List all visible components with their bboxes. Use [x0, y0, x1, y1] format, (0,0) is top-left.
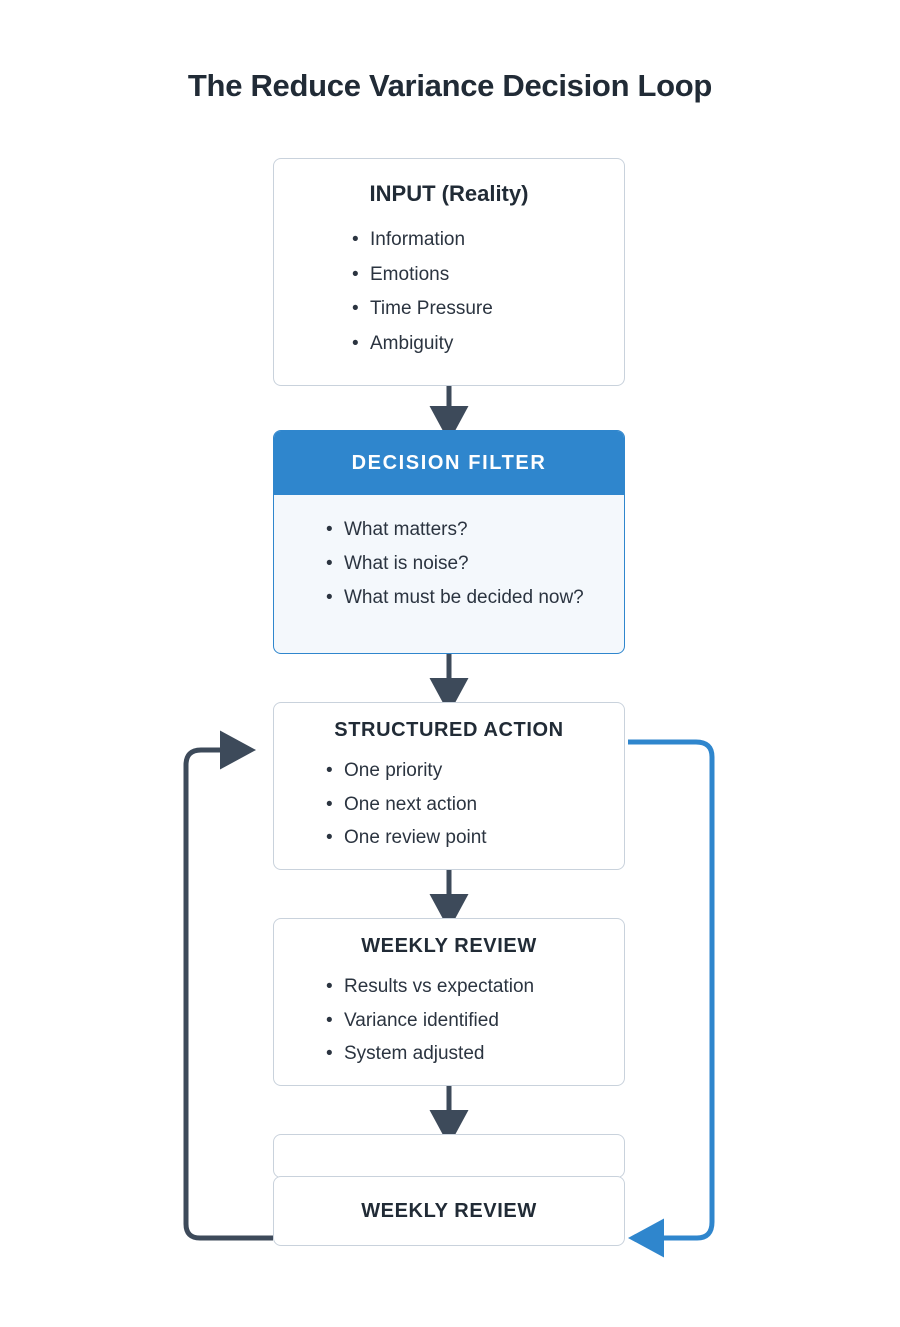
list-item: • Ambiguity: [348, 327, 624, 362]
list-item: • Emotions: [348, 258, 624, 293]
node-input-title: INPUT (Reality): [369, 181, 529, 206]
list-item: • One review point: [322, 821, 624, 855]
connector-action-loop-right: [628, 742, 712, 1238]
list-item: • What must be decided now?: [322, 581, 624, 615]
list-item: • What matters?: [322, 513, 624, 547]
node-bottom-weekly-review-title: WEEKLY REVIEW: [361, 1200, 537, 1222]
page-title: The Reduce Variance Decision Loop: [187, 68, 713, 103]
list-item: • Time Pressure: [348, 292, 624, 327]
connector-bottom-loop-back: [186, 750, 273, 1238]
node-decision-filter-title: DECISION FILTER: [274, 431, 624, 495]
node-structured-action-title: STRUCTURED ACTION: [334, 719, 564, 741]
node-bottom-weekly-review[interactable]: [273, 1176, 625, 1246]
node-decision-filter-list: [322, 513, 624, 615]
node-weekly-review-title: WEEKLY REVIEW: [361, 935, 537, 957]
node-weekly-review[interactable]: [273, 918, 625, 1086]
node-input-list: [348, 223, 624, 361]
list-item: • Variance identified: [322, 1004, 624, 1038]
list-item: • System adjusted: [322, 1037, 624, 1071]
node-structured-action-list: [322, 754, 624, 855]
list-item: • Results vs expectation: [322, 970, 624, 1004]
node-weekly-review-list: [322, 970, 624, 1071]
list-item: • One next action: [322, 788, 624, 822]
node-structured-action[interactable]: [273, 702, 625, 870]
node-input[interactable]: [273, 158, 625, 386]
list-item: • What is noise?: [322, 547, 624, 581]
node-decision-filter[interactable]: [273, 430, 625, 654]
list-item: • Information: [348, 223, 624, 258]
node-bottom-blank[interactable]: [273, 1134, 625, 1178]
list-item: • One priority: [322, 754, 624, 788]
